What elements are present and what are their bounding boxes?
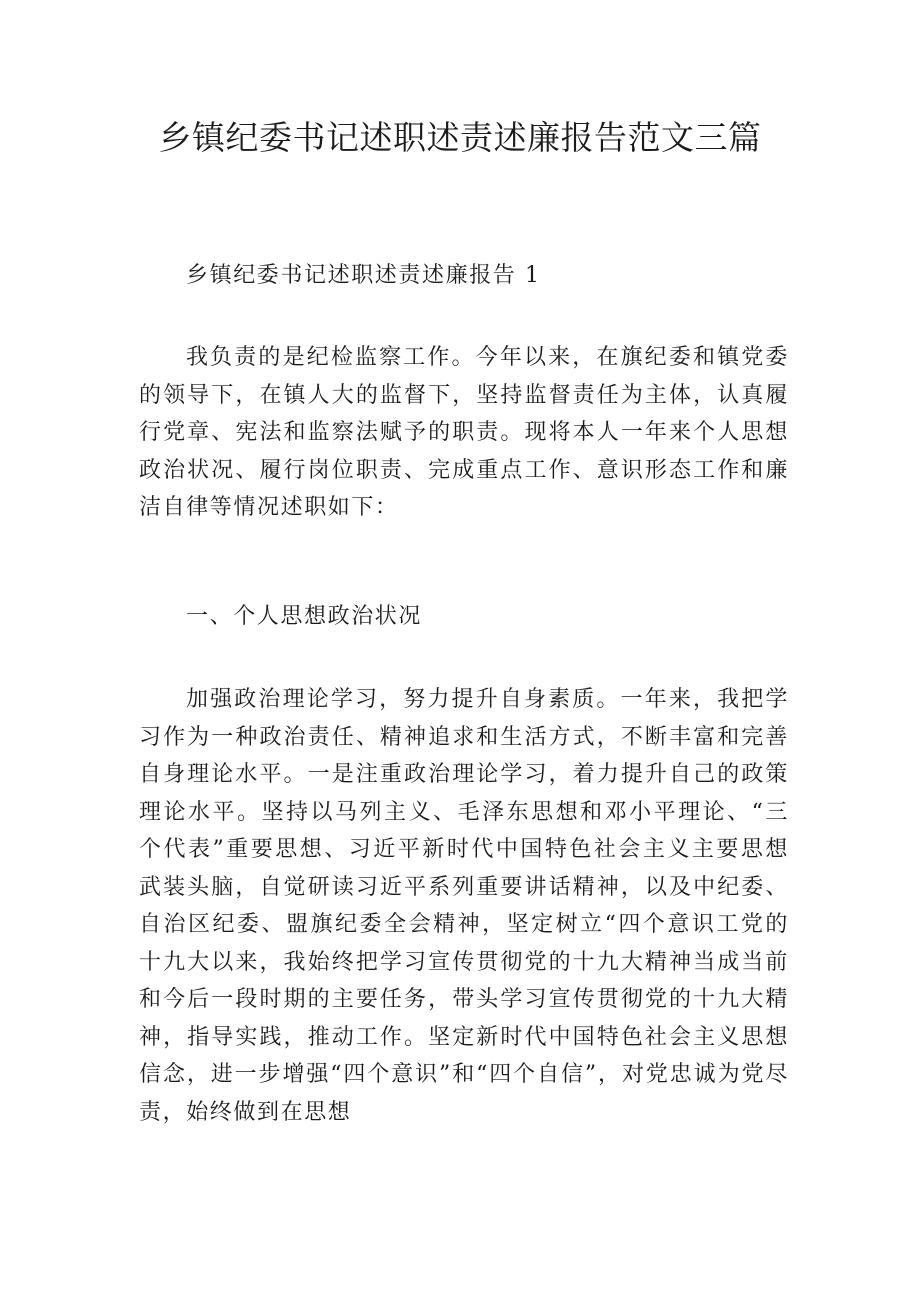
section-heading-1: 一、个人思想政治状况 <box>186 604 423 629</box>
report-subheading: 乡镇纪委书记述职述责述廉报告 1 <box>186 263 541 288</box>
intro-paragraph: 我负责的是纪检监察工作。今年以来，在旗纪委和镇党委的领导下，在镇人大的监督下，坚持监督责任为主体，认真履行党章、宪法和监察法赋予的职责。现将本人一年来个人思想政治状况、履行岗位职责、完成重点工作、意识形态工作和廉洁自律等情况述职如下： <box>139 345 789 520</box>
section-1-paragraph: 加强政治理论学习，努力提升自身素质。一年来，我把学习作为一种政治责任、精神追求和生活方式，不断丰富和完善自身理论水平。一是注重政治理论学习，着力提升自己的政策理论水平。坚持以马列主义、毛泽东思想和邓小平理论、“三个代表”重要思想、习近平新时代中国特色社会主义主要思想武装头脑，自觉研读习近平系列重要讲话精神，以及中纪委、自治区纪委、盟旗纪委全会精神，坚定树立“四个意识工党的十九大以来，我始终把学习宣传贯彻党的十九大精神当成当前和今后一段时期的主要任务，带头学习宣传贯彻党的十九大精神，指导实践，推动工作。坚定新时代中国特色社会主义思想信念，进一步增强“四个意识”和“四个自信”，对党忠诚为党尽责，始终做到在思想 <box>139 687 789 1125</box>
document-title: 乡镇纪委书记述职述责述廉报告范文三篇 <box>158 118 762 157</box>
